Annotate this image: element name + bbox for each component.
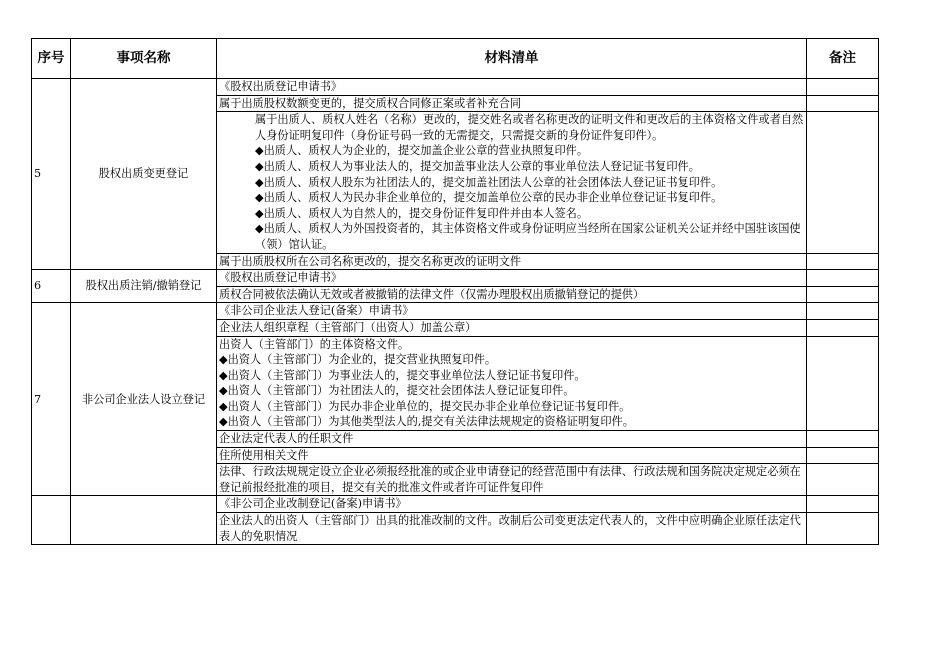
cell-note <box>807 303 879 320</box>
cell-materials <box>217 431 807 448</box>
material-line: 企业法人的出资人（主管部门）出具的批准改制的文件。改制后公司变更法定代表人的，文件中应明确企业原任法定代表人的免职情况 <box>219 514 801 543</box>
cell-item-name: 非公司企业法人设立登记 <box>71 303 217 496</box>
material-line: 出资人（主管部门）的主体资格文件。 <box>219 337 410 351</box>
material-line: ◆出资人（主管部门）为企业的，提交营业执照复印件。 <box>219 353 497 367</box>
cell-note <box>807 286 879 303</box>
cell-seq: 5 <box>32 79 71 270</box>
material-line: 属于出质股权所在公司名称更改的，提交名称更改的证明文件 <box>219 254 522 268</box>
material-line: 企业法人组织章程（主管部门（出资人）加盖公章） <box>219 320 477 334</box>
cell-note <box>807 319 879 336</box>
material-line: ◆出资人（主管部门）为事业法人的，提交事业单位法人登记证书复印件。 <box>219 368 586 382</box>
header-row <box>32 39 879 79</box>
material-line: 属于出质股权数额变更的，提交质权合同修正案或者补充合同 <box>219 96 522 110</box>
cell-note <box>807 513 879 545</box>
material-line: 住所使用相关文件 <box>219 448 309 462</box>
cell-materials <box>217 319 807 336</box>
col-header-note: 备注 <box>807 39 879 79</box>
material-line: 《非公司企业法人登记(备案）申请书》 <box>219 304 414 318</box>
table-row <box>32 270 879 287</box>
cell-item-name: 股权出质变更登记 <box>71 79 217 270</box>
cell-materials <box>217 447 807 464</box>
material-line: 质权合同被依法确认无效或者被撤销的法律文件（仅需办理股权出质撤销登记的提供） <box>219 287 645 301</box>
cell-materials <box>217 253 807 270</box>
material-line: 《股权出质登记申请书》 <box>219 80 343 93</box>
cell-materials <box>217 286 807 303</box>
cell-materials <box>217 496 807 513</box>
material-line: ◆出质人、质权人为民办非企业单位的，提交加盖单位公章的民办非企业单位登记证书复印件。 <box>255 191 723 205</box>
cell-seq <box>32 496 71 545</box>
material-line: ◆出资人（主管部门）为社团法人的，提交社会团体法人登记证复印件。 <box>219 384 575 398</box>
table-row <box>32 303 879 320</box>
cell-materials <box>217 513 807 545</box>
cell-seq: 7 <box>32 303 71 496</box>
cell-note <box>807 112 879 253</box>
cell-note <box>807 431 879 448</box>
material-line: ◆出质人、质权人为自然人的，提交身份证件复印件并由本人签名。 <box>255 206 589 220</box>
cell-materials <box>217 95 807 112</box>
cell-note <box>807 270 879 287</box>
cell-note <box>807 464 879 496</box>
cell-seq: 6 <box>32 270 71 303</box>
cell-materials <box>217 464 807 496</box>
materials-table <box>31 38 879 545</box>
cell-note <box>807 95 879 112</box>
cell-item-name <box>71 496 217 545</box>
material-line: ◆出质人、质权人为外国投资者的，其主体资格文件或身份证明应当经所在国家公证机关公证并经中国驻该国使（领）馆认证。 <box>255 222 801 251</box>
material-line: ◆出质人、质权人为事业法人的，提交加盖事业法人公章的事业单位法人登记证书复印件。 <box>255 159 700 173</box>
page-bottom-margin <box>0 599 936 662</box>
material-line: 企业法定代表人的任职文件 <box>219 432 354 446</box>
material-line: 法律、行政法规规定设立企业必须报经批准的或企业申请登记的经营范围中有法律、行政法规和国务院决定规定必须在登记前报经批准的项目，提交有关的批准文件或者许可证件复印件 <box>219 465 801 494</box>
cell-note <box>807 336 879 431</box>
cell-note <box>807 253 879 270</box>
cell-note <box>807 496 879 513</box>
material-line: ◆出资人（主管部门）为民办非企业单位的，提交民办非企业单位登记证书复印件。 <box>219 399 631 413</box>
cell-note <box>807 79 879 96</box>
table-row <box>32 496 879 513</box>
table-row <box>32 79 879 96</box>
material-line: 属于出质人、质权人姓名（名称）更改的，提交姓名或者名称更改的证明文件和更改后的主体资格文件或者自然人身份证明复印件（身份证号码一致的无需提交，只需提交新的身份证件复印件）。 <box>255 113 804 142</box>
spreadsheet <box>31 38 878 545</box>
col-header-seq: 序号 <box>32 39 71 79</box>
material-line: ◆出质人、质权人为企业的，提交加盖企业公章的营业执照复印件。 <box>255 144 589 158</box>
cell-materials <box>217 79 807 96</box>
material-line: ◆出资人（主管部门）为其他类型法人的,提交有关法律法规规定的资格证明复印件。 <box>219 415 634 429</box>
cell-item-name: 股权出质注销/撤销登记 <box>71 270 217 303</box>
col-header-item-name: 事项名称 <box>71 39 217 79</box>
table-body <box>32 79 879 545</box>
cell-note <box>807 447 879 464</box>
cell-materials <box>217 303 807 320</box>
cell-materials <box>217 112 807 253</box>
cell-materials <box>217 270 807 287</box>
material-line: ◆出质人、质权人股东为社团法人的，提交加盖社团法人公章的社会团体法人登记证书复印件。 <box>255 175 723 189</box>
material-line: 《股权出质登记申请书》 <box>219 271 343 285</box>
material-line: 《非公司企业改制登记(备案)申请书》 <box>219 497 407 511</box>
col-header-materials: 材料清单 <box>217 39 807 79</box>
cell-materials <box>217 336 807 431</box>
